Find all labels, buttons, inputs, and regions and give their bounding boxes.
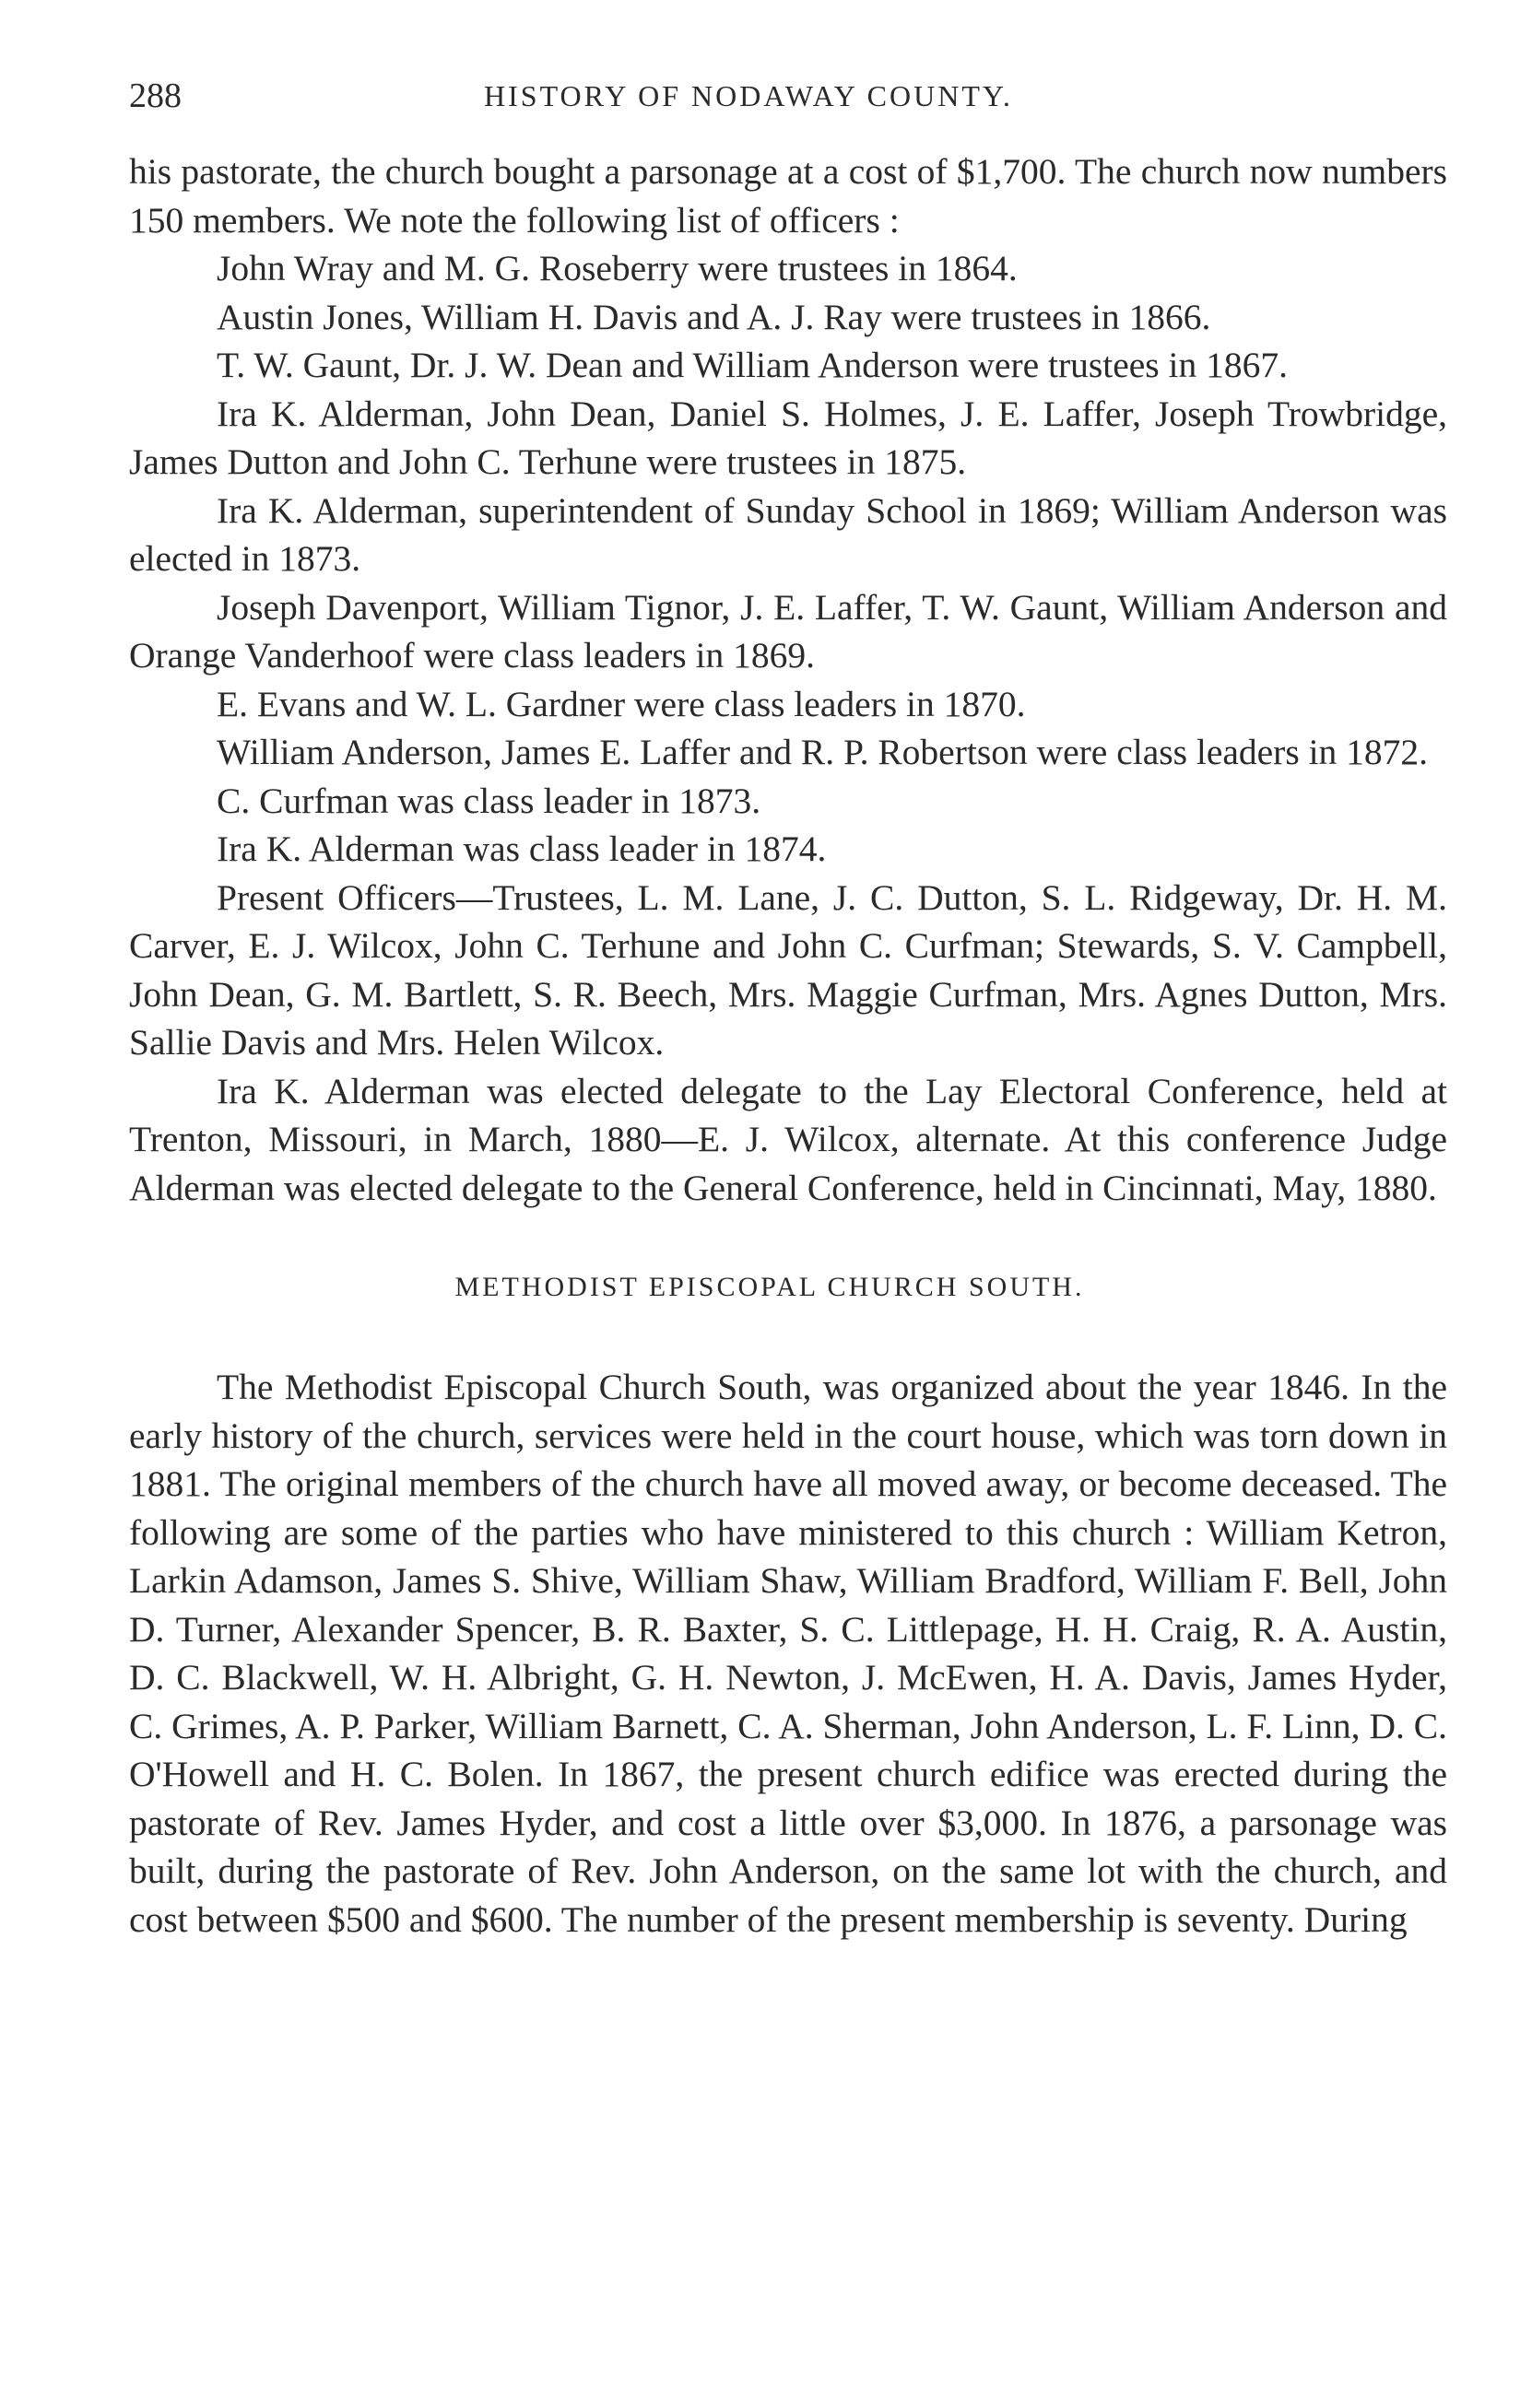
body-text [129,147,1447,1944]
paragraph-class-leaders-1872: William Anderson, James E. Laffer and R. P. Robertson were class leaders in 1872. [217,732,1429,772]
paragraph-trustees-1866: Austin Jones, William H. Davis and A. J. Ray were trustees in 1866. [217,296,1211,337]
paragraph-class-leader-1873: C. Curfman was class leader in 1873. [217,780,761,821]
paragraph-sunday-school: Ira K. Alderman, superintendent of Sunday School in 1869; William Anderson was elected in 1873. [129,489,1447,579]
paragraph-continuation: his pastorate, the church bought a parsonage at a cost of $1,700. The church now numbers 150 members. We note the following list of officers : [129,151,1447,241]
running-title: HISTORY OF NODAWAY COUNTY. [484,79,1013,112]
paragraph-delegate: Ira K. Alderman was elected delegate to the Lay Electoral Conference, held at Trenton, Missouri, in March, 1880—E. J. Wilcox, alternate. At this conference Judge Alderman was elected delegate to the General Conference, held in Cincinnati, May, 1880. [129,1070,1447,1208]
paragraph-class-leaders-1870: E. Evans and W. L. Gardner were class leaders in 1870. [217,683,1026,724]
paragraph-trustees-1875: Ira K. Alderman, John Dean, Daniel S. Holmes, J. E. Laffer, Joseph Trowbridge, James Dutton and John C. Terhune were trustees in 1875. [129,393,1447,482]
paragraph-class-leader-1874: Ira K. Alderman was class leader in 1874. [217,828,827,869]
paragraph-church-south: The Methodist Episcopal Church South, was organized about the year 1846. In the early history of the church, services were held in the court house, which was torn down in 1881. The original members of the church have all moved away, or become deceased. The following are some of the parties who have ministered to this church : William Ketron, Larkin Adamson, James S. Shive, William Shaw, William Bradford, William F. Bell, John D. Turner, Alexander Spencer, B. R. Baxter, S. C. Littlepage, H. H. Craig, R. A. Austin, D. C. Blackwell, W. H. Albright, G. H. Newton, J. McEwen, H. A. Davis, James Hyder, C. Grimes, A. P. Parker, William Barnett, C. A. Sherman, John Anderson, L. F. Linn, D. C. O'Howell and H. C. Bolen. In 1867, the present church edifice was erected during the pastorate of Rev. James Hyder, and cost a little over $3,000. In 1876, a parsonage was built, during the pastorate of Rev. John Anderson, on the same lot with the church, and cost between $500 and $600. The number of the present membership is seventy. During [129,1367,1447,1940]
paragraph-trustees-1864: John Wray and M. G. Roseberry were trustees in 1864. [217,248,1018,288]
paragraph-present-officers: Present Officers—Trustees, L. M. Lane, J. C. Dutton, S. L. Ridgeway, Dr. H. M. Carver, E. J. Wilcox, John C. Terhune and John C. Curfman; Stewards, S. V. Campbell, John Dean, G. M. Bartlett, S. R. Beech, Mrs. Maggie Curfman, Mrs. Agnes Dutton, Mrs. Sallie Davis and Mrs. Helen Wilcox. [129,876,1447,1063]
section-heading: METHODIST EPISCOPAL CHURCH SOUTH. [454,1272,1085,1302]
running-header [129,76,1447,122]
page-number: 288 [129,76,182,115]
paragraph-class-leaders-1869: Joseph Davenport, William Tignor, J. E. Laffer, T. W. Gaunt, William Anderson and Orange Vanderhoof were class leaders in 1869. [129,586,1447,675]
paragraph-trustees-1867: T. W. Gaunt, Dr. J. W. Dean and William Anderson were trustees in 1867. [217,345,1289,385]
